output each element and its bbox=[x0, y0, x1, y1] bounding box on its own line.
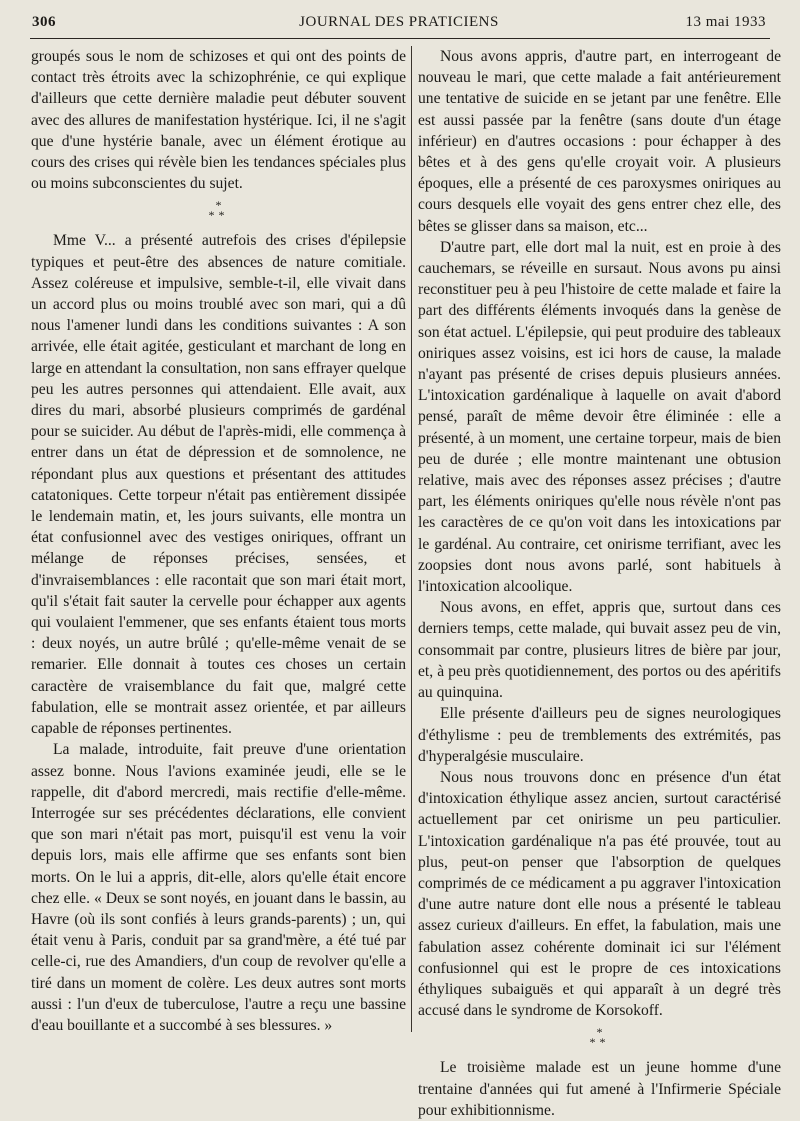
header-rule bbox=[30, 38, 770, 39]
journal-title: JOURNAL DES PRATICIENS bbox=[299, 14, 499, 30]
paragraph: Nous avons appris, d'autre part, en interrogeant de nouveau le mari, que cette malade a fait antérieurement une tentative de suicide en se jetant par une fenêtre. Elle est aussi passée par la fenêtre (sans doute d'un étage inférieur) en d'autres occasions : pour échapper à des bêtes et à des gens qu'elle croyait voir. A plusieurs époques, elle a présenté de ces paroxysmes oniriques au cours desquels elle voyait des gens entrer chez elle, des bêtes se glisser dans sa maison, etc... bbox=[418, 48, 781, 235]
page-header bbox=[32, 14, 766, 36]
page-number: 306 bbox=[32, 14, 56, 30]
right-column bbox=[418, 46, 781, 1121]
paragraph: La malade, introduite, fait preuve d'une orientation assez bonne. Nous l'avions examinée jeudi, elle se le rappelle, dit d'abord mercredi, mais rectifie d'elle-même. Interrogée sur ses précédentes déclarations, elle convient que son mari n'était pas mort, puisqu'il est venu la voir depuis lors, mais elle affirme que ses enfants sont bien morts. On le lui a appris, dit-elle, alors qu'elle était encore chez elle. « Deux se sont noyés, en jouant dans le bassin, au Havre (où ils sont confiés à leurs grands-parents) ; un, qui était venu à Paris, conduit par sa grand'mère, a été tué par celle-ci, rue des Amandiers, d'un coup de revolver qu'elle a tiré dans un moment de colère. Les deux autres sont morts aussi : l'un d'eux de tuberculose, l'autre a reçu une bassine d'eau bouillante et a succombé à ses blessures. » bbox=[31, 741, 406, 1034]
paragraph: D'autre part, elle dort mal la nuit, est en proie à des cauchemars, se réveille en sursaut. Nous avons pu ainsi reconstituer peu à peu l'histoire de cette malade et faire la part des différents éléments invoqués dans la genèse de son état actuel. L'épilepsie, qui peut produire des tableaux oniriques assez voisins, est ici hors de cause, la malade n'ayant pas présenté de crises depuis plusieurs années. L'intoxication gardénalique à laquelle on avait d'abord pensé, paraît de même devoir être éliminée : elle a présenté, à un moment, une certaine torpeur, mais de bien peu de durée ; elle montre maintenant une obtusion relative, mais avec des réponses assez précises ; d'autre part, les éléments oniriques qu'elle nous révèle n'ont pas les caractères de ce qu'on voit dans les intoxications par le gardénal. Au contraire, cet onirisme terrifiant, avec les zoopsies dont nous avons parlé, sont habituels à l'intoxication alcoolique. bbox=[418, 238, 781, 596]
section-separator: * ** bbox=[589, 1025, 610, 1050]
paragraph: Elle présente d'ailleurs peu de signes neurologiques d'éthylisme : peu de tremblements des extrémités, pas d'hyperalgésie musculaire. bbox=[418, 705, 781, 765]
section-separator: * ** bbox=[208, 198, 229, 223]
paragraph: Nous avons, en effet, appris que, surtout dans ces derniers temps, cette malade, qui buvait assez peu de vin, consommait par contre, plusieurs litres de bière par jour, et, à peu près quotidiennement, des portos ou des apéritifs au quinquina. bbox=[418, 599, 781, 702]
paragraph: Mme V... a présenté autrefois des crises d'épilepsie typiques et peut-être des absences de nature comitiale. Assez coléreuse et impulsive, semble-t-il, elle vivait dans un accord plus ou moins troublé avec son mari, qui a dû nous l'amener lundi dans les conditions suivantes : A son arrivée, elle était agitée, gesticulant et marchant de long en large en attendant la consultation, non sans effrayer quelque peu les autres personnes qui attendaient. Elle avait, aux dires du mari, absorbé plusieurs comprimés de gardénal pour se suicider. Au début de l'après-midi, elle commença à entrer dans un état de dépression et de somnolence, ne répondant plus aux questions et présentant des attitudes catatoniques. Cette torpeur n'était pas entièrement dissipée le lendemain matin, et, les jours suivants, elle montra un état confusionnel avec des vestiges oniriques, offrant un mélange de réponses précises, sensées, et d'invraisemblances : elle racontait que son mari était mort, qu'il s'était fait sauter la cervelle pour échapper aux agents qui voulaient l'emmener, que ses enfants étaient tous morts : deux noyés, un autre brûlé ; qu'elle-même venait de se remarier. Elle donnait à toutes ces choses un certain caractère de vraisemblance du fait que, malgré cette fabulation, elle se montrait assez orientée, et par ailleurs capable de réponses pertinentes. bbox=[31, 232, 406, 738]
paragraph: groupés sous le nom de schizoses et qui ont des points de contact très étroits avec la schizophrénie, ce qui explique d'ailleurs que cette dernière maladie peut débuter souvent avec des allures de manifestation hystérique. Ici, il ne s'agit que d'une hystérie banale, avec un élément érotique au cours des crises qui révèle bien les tendances spéciales plus ou moins subconscientes du sujet. bbox=[31, 48, 406, 193]
column-divider bbox=[411, 46, 412, 1032]
issue-date: 13 mai 1933 bbox=[685, 14, 766, 30]
left-column bbox=[31, 46, 406, 1036]
paragraph: Le troisième malade est un jeune homme d'une trentaine d'années qui fut amené à l'Infirmerie Spéciale pour exhibitionnisme. bbox=[418, 1059, 781, 1119]
paragraph: Nous nous trouvons donc en présence d'un état d'intoxication éthylique assez ancien, surtout caractérisé actuellement par cet onirisme un peu particulier. L'intoxication gardénalique n'a pas été prouvée, tout au plus, peut-on penser que l'absorption de quelques comprimés de ce médicament a pu aggraver l'intoxication d'une autre nature dont elle nous a présenté le tableau assez curieux d'ailleurs. En effet, la fabulation, mais une fabulation assez cohérente dominait ici sur l'élément confusionnel qui est le propre de ces intoxications éthyliques subaiguës et qui apparaît à un degré très accusé dans le syndrome de Korsokoff. bbox=[418, 768, 781, 1020]
